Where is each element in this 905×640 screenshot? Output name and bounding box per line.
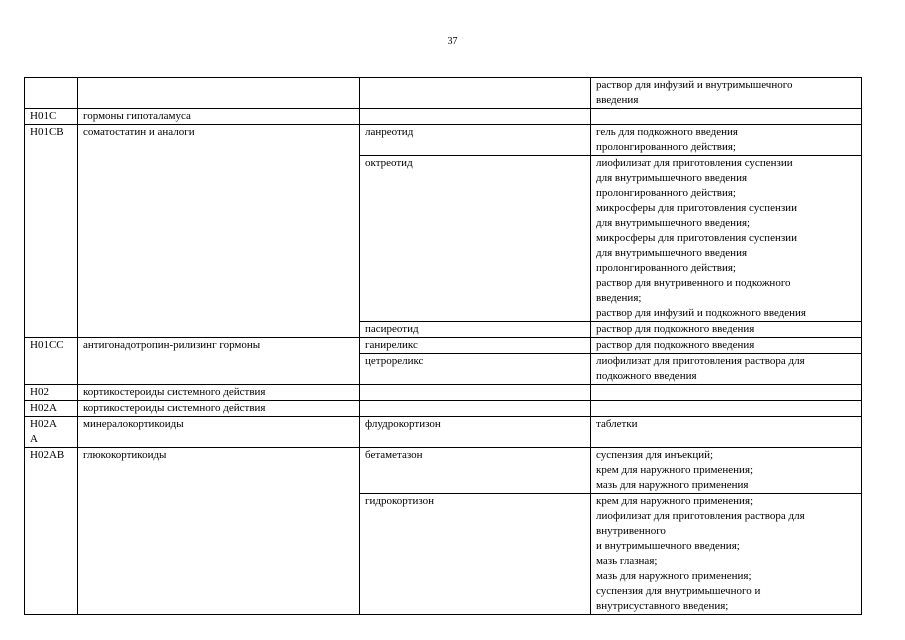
table-row — [25, 417, 862, 448]
drug-name-cell — [360, 109, 591, 125]
table-row — [25, 401, 862, 417]
atc-code-cell: H02A — [25, 401, 78, 417]
dosage-form-cell: раствор для подкожного введения — [591, 338, 862, 354]
group-name-cell: гормоны гипоталамуса — [78, 109, 360, 125]
drug-name-cell: ланреотид — [360, 125, 591, 156]
group-name-cell — [78, 78, 360, 109]
table-row — [25, 338, 862, 354]
dosage-form-cell — [591, 385, 862, 401]
atc-code-cell: H02A A — [25, 417, 78, 448]
atc-code-cell — [25, 78, 78, 109]
drug-name-cell: цетрореликс — [360, 354, 591, 385]
atc-code-cell: H02AB — [25, 448, 78, 615]
atc-code-cell: H02 — [25, 385, 78, 401]
dosage-form-cell: раствор для подкожного введения — [591, 322, 862, 338]
drug-name-cell: пасиреотид — [360, 322, 591, 338]
drug-name-cell: октреотид — [360, 156, 591, 322]
dosage-form-cell: лиофилизат для приготовления суспензии для внутримышечного введения пролонгированного действия; микросферы для приготовления суспензии для внутримышечного введения; микросферы для приготовления суспензии для внутримышечного введения пролонгированного действия; раствор для внутривенного и подкожного введения; раствор для инфузий и подкожного введения — [591, 156, 862, 322]
table-row — [25, 109, 862, 125]
dosage-form-cell: гель для подкожного введения пролонгированного действия; — [591, 125, 862, 156]
drug-name-cell: флудрокортизон — [360, 417, 591, 448]
atc-code-cell: H01CB — [25, 125, 78, 338]
table-row — [25, 448, 862, 494]
table-row — [25, 125, 862, 156]
drug-name-cell: гидрокортизон — [360, 494, 591, 615]
dosage-form-cell: лиофилизат для приготовления раствора для подкожного введения — [591, 354, 862, 385]
table-row — [25, 78, 862, 109]
drug-name-cell — [360, 385, 591, 401]
dosage-form-cell: таблетки — [591, 417, 862, 448]
dosage-form-cell: суспензия для инъекций; крем для наружного применения; мазь для наружного применения — [591, 448, 862, 494]
group-name-cell: кортикостероиды системного действия — [78, 401, 360, 417]
drug-table — [24, 77, 862, 615]
dosage-form-cell — [591, 401, 862, 417]
atc-code-cell: H01CC — [25, 338, 78, 385]
drug-name-cell — [360, 78, 591, 109]
drug-name-cell: бетаметазон — [360, 448, 591, 494]
group-name-cell: кортикостероиды системного действия — [78, 385, 360, 401]
drug-name-cell: ганиреликс — [360, 338, 591, 354]
group-name-cell: соматостатин и аналоги — [78, 125, 360, 338]
dosage-form-cell: раствор для инфузий и внутримышечного введения — [591, 78, 862, 109]
dosage-form-cell: крем для наружного применения; лиофилизат для приготовления раствора для внутривенного и внутримышечного введения; мазь глазная; мазь для наружного применения; суспензия для внутримышечного и внутрисуставного введения; — [591, 494, 862, 615]
dosage-form-cell — [591, 109, 862, 125]
atc-code-cell: H01C — [25, 109, 78, 125]
group-name-cell: глюкокортикоиды — [78, 448, 360, 615]
group-name-cell: антигонадотропин-рилизинг гормоны — [78, 338, 360, 385]
drug-name-cell — [360, 401, 591, 417]
group-name-cell: минералокортикоиды — [78, 417, 360, 448]
table-row — [25, 385, 862, 401]
page-number: 37 — [447, 36, 458, 47]
